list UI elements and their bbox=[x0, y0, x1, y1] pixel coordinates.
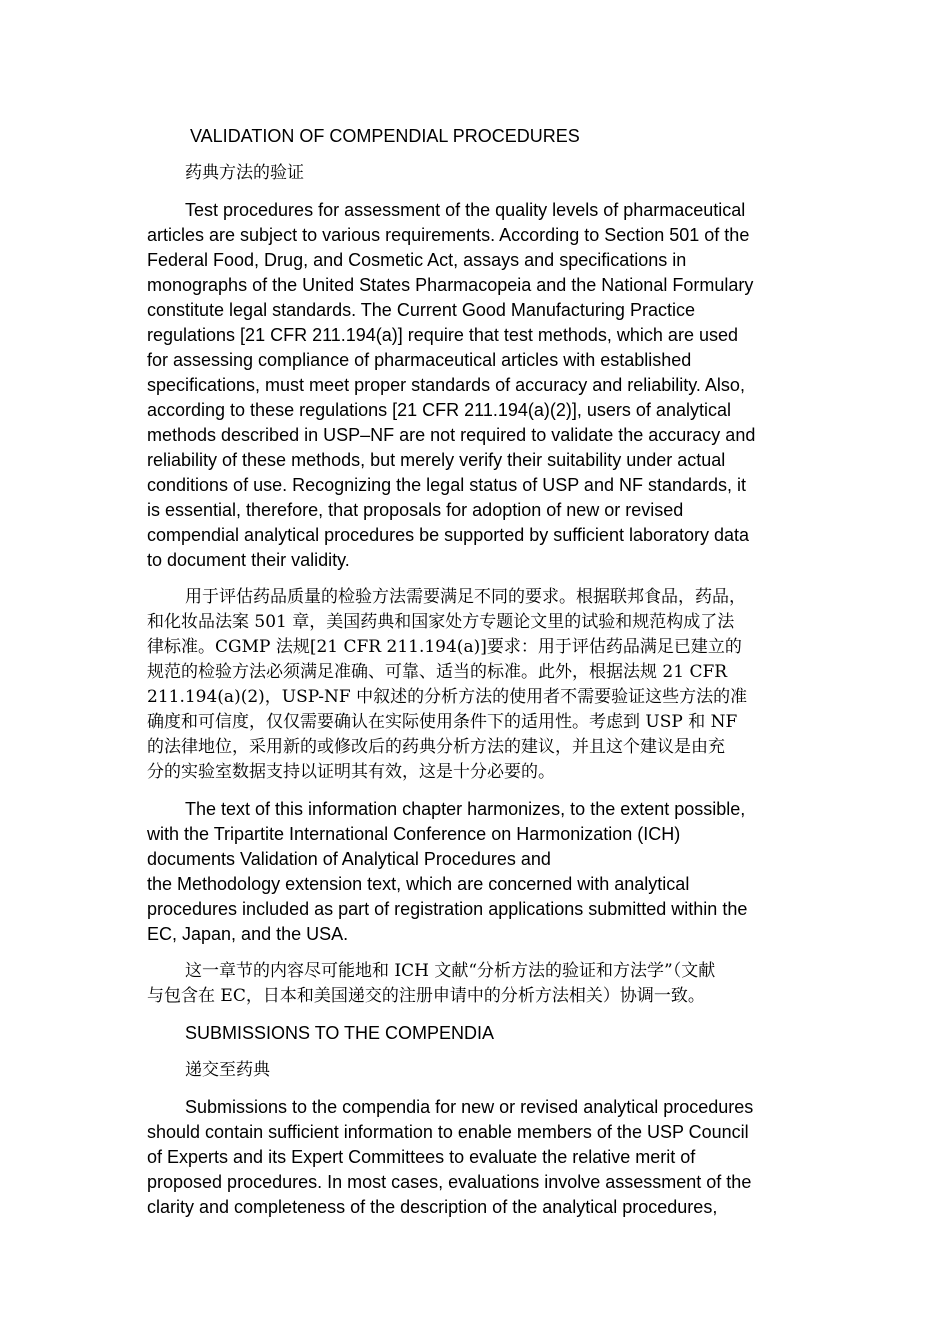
paragraph-3-en: Submissions to the compendia for new or revised analytical procedures should contain sufficient information to enable members of the USP Council of Experts and its Expert Committees to evaluate the relative merit of proposed procedures. In most cases, evaluations involve assessment of the clarity and completeness of the description of the analytical procedures, bbox=[147, 1097, 754, 1217]
paragraph-1-zh: 用于评估药品质量的检验方法需要满足不同的要求。根据联邦食品，药品， 和化妆品法案 501 章，美国药典和国家处方专题论文里的试验和规范构成了法 律标准。CGMP 法规[21 CFR 211.194(a)]要求：用于评估药品满足已建立的 规范的检验方法必须满足准确、可靠、适当的标准。此外，根据法规 21 CFR 211.194(a)(2)，USP-NF 中叙述的分析方法的使用者不需要验证这些方法的准 确度和可信度，仅仅需要确认在实际使用条件下的适用性。考虑到 USP 和 NF 的法律地位，采用新的或修改后的药典分析方法的建议，并且这个建议是由充 分的实验室数据支持以证明其有效，这是十分必要的。 bbox=[147, 587, 748, 782]
paragraph-1-en: Test procedures for assessment of the quality levels of pharmaceutical articles are subject to various requirements. According to Section 501 of the Federal Food, Drug, and Cosmetic Act, assays and specifications in monographs of the United States Pharmacopeia and the National Formulary constitute legal standards. The Current Good Manufacturing Practice regulations [21 CFR 211.194(a)] require that test methods, which are used for assessing compliance of pharmaceutical articles with established specifications, must meet proper standards of accuracy and reliability. Also, according to these regulations [21 CFR 211.194(a)(2)], users of analytical methods described in USP–NF are not required to validate the accuracy and reliability of these methods, but merely verify their suitability under actual conditions of use. Recognizing the legal status of USP and NF standards, it is essential, therefore, that proposals for adoption of new or revised compendial analytical procedures be supported by sufficient laboratory data to document their validity. bbox=[147, 200, 756, 570]
section-2-title-zh: 递交至药典 bbox=[185, 1060, 270, 1080]
document-title-en: VALIDATION OF COMPENDIAL PROCEDURES bbox=[190, 126, 580, 146]
paragraph-2-en: The text of this information chapter harmonizes, to the extent possible, with the Tripartite International Conference on Harmonization (ICH) documents Validation of Analytical Procedures and the Methodology extension text, which are concerned with analytical procedures included as part of registration applications submitted within the EC, Japan, and the USA. bbox=[147, 799, 748, 944]
document-title-zh: 药典方法的验证 bbox=[185, 163, 304, 183]
section-2-title-en: SUBMISSIONS TO THE COMPENDIA bbox=[185, 1023, 495, 1043]
paragraph-2-zh: 这一章节的内容尽可能地和 ICH 文献“分析方法的验证和方法学”（文献 与包含在 EC，日本和美国递交的注册申请中的分析方法相关）协调一致。 bbox=[147, 961, 716, 1006]
